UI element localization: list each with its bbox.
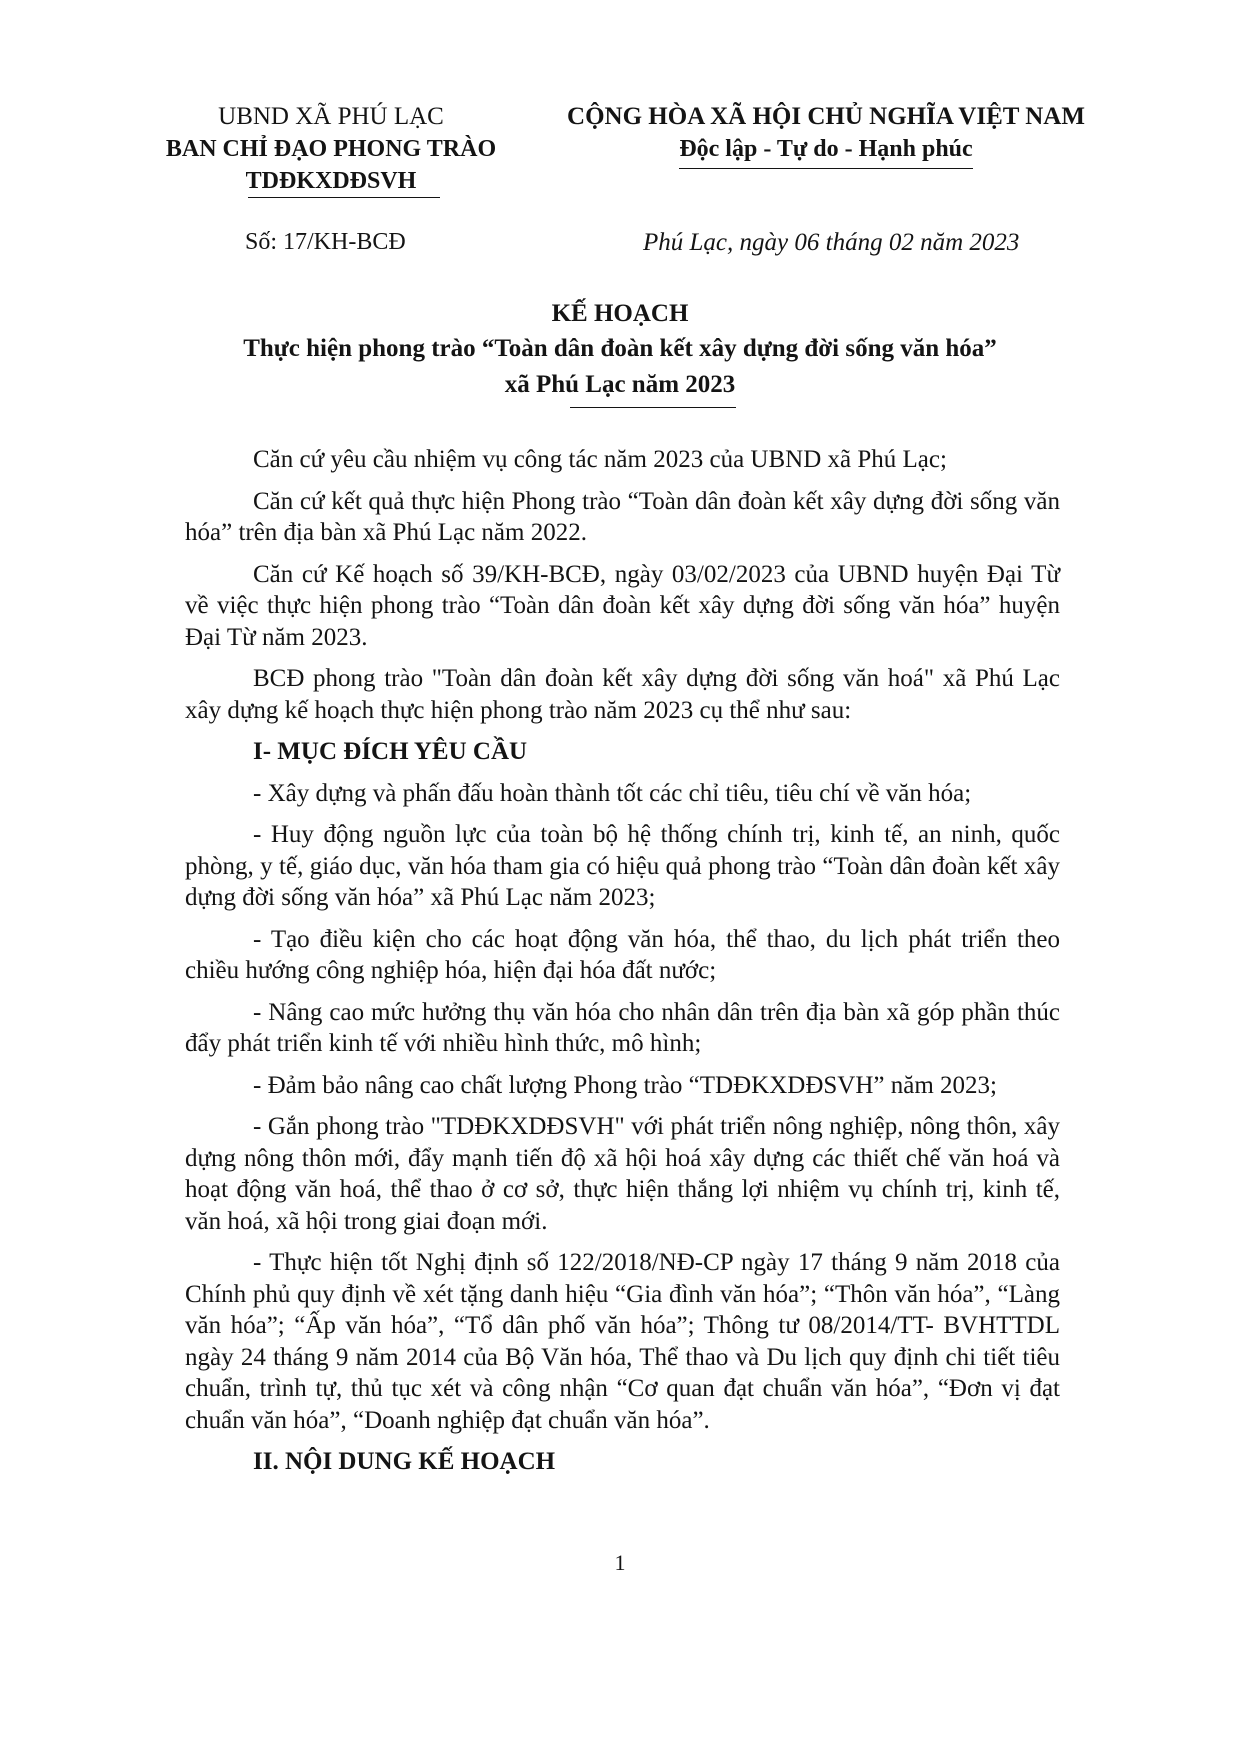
preamble-paragraph: BCĐ phong trào "Toàn dân đoàn kết xây dựng đời sống văn hoá" xã Phú Lạc xây dựng kế hoạch thực hiện phong trào năm 2023 cụ thể như sau: [185, 665, 1060, 724]
place-date: Phú Lạc, ngày 06 tháng 02 năm 2023 [643, 229, 1020, 256]
org-name: UBND XÃ PHÚ LẠC [218, 103, 444, 130]
document-title-line1: Thực hiện phong trào “Toàn dân đoàn kết xây dựng đời sống văn hóa” [243, 335, 997, 362]
document-number: Số: 17/KH-BCĐ [245, 229, 406, 255]
preamble-paragraph: Căn cứ yêu cầu nhiệm vụ công tác năm 2023 của UBND xã Phú Lạc; [253, 446, 947, 473]
purpose-item: - Nâng cao mức hưởng thụ văn hóa cho nhân dân trên địa bàn xã góp phần thúc đẩy phát triển kinh tế với nhiều hình thức, mô hình; [185, 998, 1060, 1057]
national-motto: Độc lập - Tự do - Hạnh phúc [679, 133, 972, 169]
purpose-item: - Xây dựng và phấn đấu hoàn thành tốt các chỉ tiêu, tiêu chí về văn hóa; [253, 779, 972, 807]
preamble-paragraph: Căn cứ kết quả thực hiện Phong trào “Toàn dân đoàn kết xây dựng đời sống văn hóa” trên địa bàn xã Phú Lạc năm 2022. [185, 487, 1060, 546]
preamble-paragraph: Căn cứ Kế hoạch số 39/KH-BCĐ, ngày 03/02/2023 của UBND huyện Đại Từ về việc thực hiện phong trào “Toàn dân đoàn kết xây dựng đời sống văn hóa” huyện Đại Từ năm 2023. [185, 560, 1060, 651]
purpose-item: - Huy động nguồn lực của toàn bộ hệ thống chính trị, kinh tế, an ninh, quốc phòng, y tế, giáo dục, văn hóa tham gia có hiệu quả phong trào “Toàn dân đoàn kết xây dựng đời sống văn hóa” xã Phú Lạc năm 2023; [185, 821, 1060, 911]
national-header [566, 101, 1086, 169]
country-name: CỘNG HÒA XÃ HỘI CHỦ NGHĨA VIỆT NAM [567, 103, 1085, 130]
purpose-item: - Thực hiện tốt Nghị định số 122/2018/NĐ-CP ngày 17 tháng 9 năm 2018 của Chính phủ quy định về xét tặng danh hiệu “Gia đình văn hóa”; “Thôn văn hóa”, “Làng văn hóa”; “Ấp văn hóa”, “Tổ dân phố văn hóa”; Thông tư 08/2014/TT- BVHTTDL ngày 24 tháng 9 năm 2014 của Bộ Văn hóa, Thể thao và Du lịch quy định chi tiết tiêu chuẩn, trình tự, thủ tục xét và công nhận “Cơ quan đạt chuẩn văn hóa”, “Đơn vị đạt chuẩn văn hóa”, “Doanh nghiệp đạt chuẩn văn hóa”. [185, 1249, 1060, 1434]
national-motto-wrap [566, 133, 1086, 169]
purpose-item: - Tạo điều kiện cho các hoạt động văn hóa, thể thao, du lịch phát triển theo chiều hướng công nghiệp hóa, hiện đại hóa đất nước; [185, 925, 1060, 984]
page-number: 1 [614, 1550, 626, 1575]
document-type: KẾ HOẠCH [551, 300, 689, 327]
section-heading-purpose: I- MỤC ĐÍCH YÊU CẦU [253, 738, 528, 765]
committee-name-line1: BAN CHỈ ĐẠO PHONG TRÀO [165, 136, 497, 162]
document-body [185, 444, 1060, 1488]
committee-name-line2: TDĐKXDĐSVH [245, 168, 417, 194]
authority-underline [248, 197, 440, 198]
title-underline [570, 407, 736, 408]
section-heading-content: II. NỘI DUNG KẾ HOẠCH [253, 1448, 556, 1475]
purpose-item: - Đảm bảo nâng cao chất lượng Phong trào “TDĐKXDĐSVH” năm 2023; [253, 1071, 997, 1099]
issuing-authority [150, 101, 512, 197]
purpose-item: - Gắn phong trào "TDĐKXDĐSVH" với phát triển nông nghiệp, nông thôn, xây dựng nông thôn mới, đẩy mạnh tiến độ xã hội hoá xây dựng các thiết chế văn hoá và hoạt động văn hoá, thể thao ở cơ sở, thực hiện thắng lợi nhiệm vụ chính trị, kinh tế, văn hoá, xã hội trong giai đoạn mới. [185, 1113, 1060, 1235]
document-title-line2: xã Phú Lạc năm 2023 [504, 371, 736, 398]
